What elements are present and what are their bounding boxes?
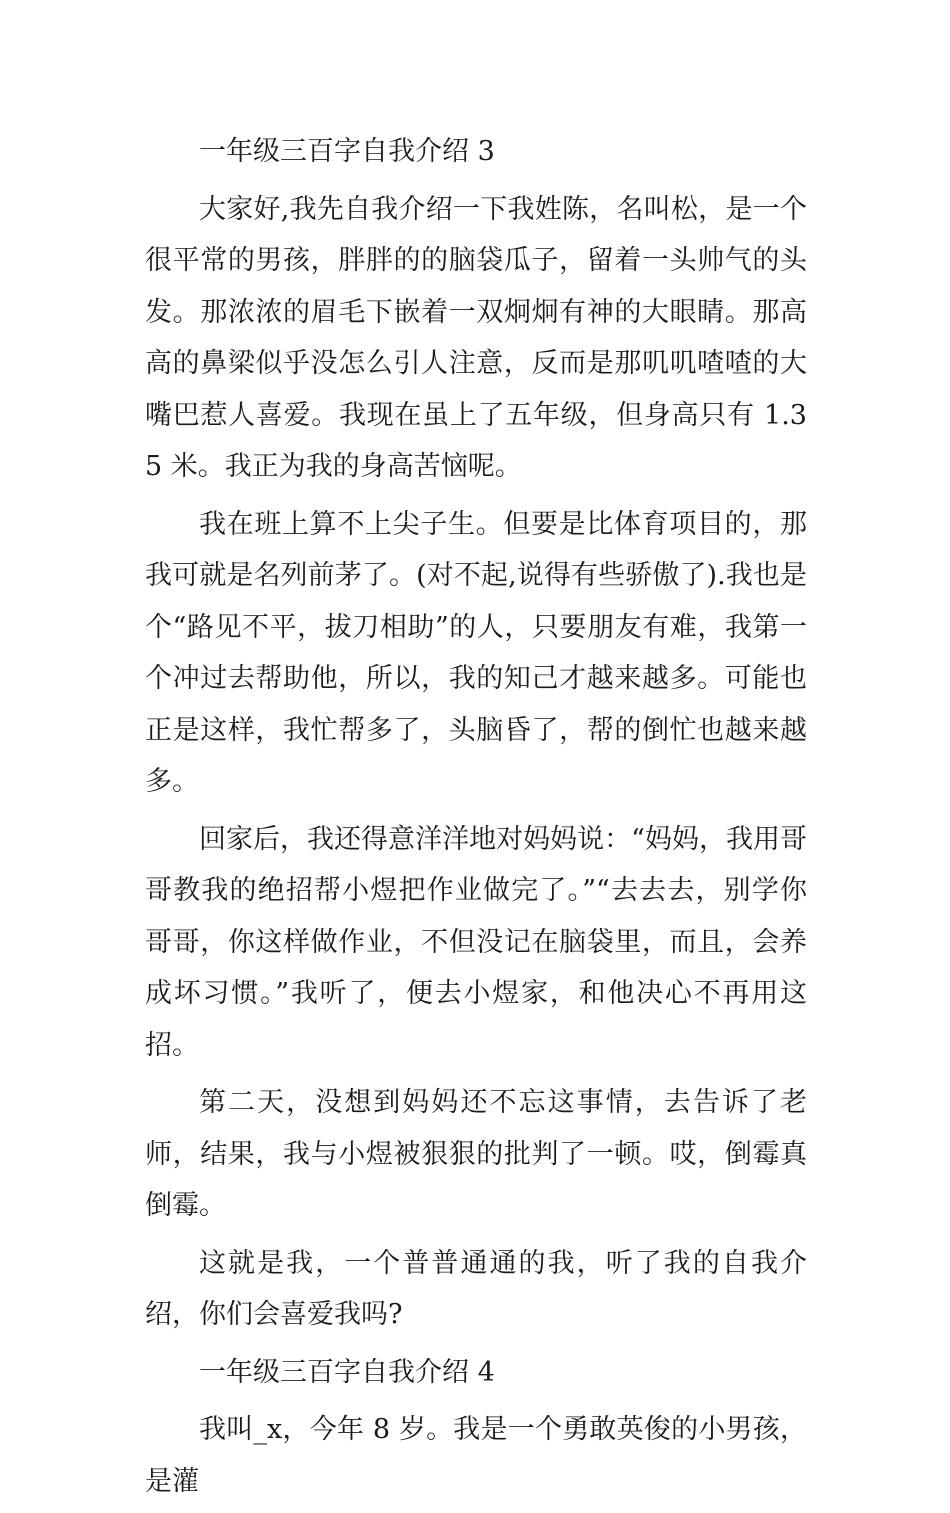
paragraph-5: 这就是我，一个普普通通的我，听了我的自我介绍，你们会喜爱我吗? [145,1247,807,1330]
paragraph-1: 大家好,我先自我介绍一下我姓陈，名叫松，是一个很平常的男孩，胖胖的的脑袋瓜子，留着一头帅气的头发。那浓浓的眉毛下嵌着一双炯炯有神的大眼睛。那高高的鼻梁似乎没怎么引人注意，反而是那叽叽喳喳的大嘴巴惹人喜爱。我现在虽上了五年级，但身高只有 1.35 米。我正为我的身高苦恼呢。 [145,193,807,482]
paragraph-6: 我叫_x，今年 8 岁。我是一个勇敢英俊的小男孩，是灌 [145,1414,807,1497]
paragraph-3: 回家后，我还得意洋洋地对妈妈说：“妈妈，我用哥哥教我的绝招帮小煜把作业做完了。”“去去去，别学你哥哥，你这样做作业，不但没记在脑袋里，而且，会养成坏习惯。”我听了，便去小煜家，和他决心不再用这招。 [145,823,807,1061]
paragraph-4: 第二天，没想到妈妈还不忘这事情，去告诉了老师，结果，我与小煜被狠狠的批判了一顿。哎，倒霉真倒霉。 [145,1087,807,1221]
section-heading-4: 一年级三百字自我介绍 4 [199,1356,495,1388]
section-heading-3: 一年级三百字自我介绍 3 [199,136,495,167]
paragraph-2: 我在班上算不上尖子生。但要是比体育项目的，那我可就是名列前茅了。(对不起,说得有些骄傲了).我也是个“路见不平，拔刀相助”的人，只要朋友有难，我第一个冲过去帮助他，所以，我的知己才越来越多。可能也正是这样，我忙帮多了，头脑昏了，帮的倒忙也越来越多。 [145,508,807,797]
document-body [145,126,807,1513]
